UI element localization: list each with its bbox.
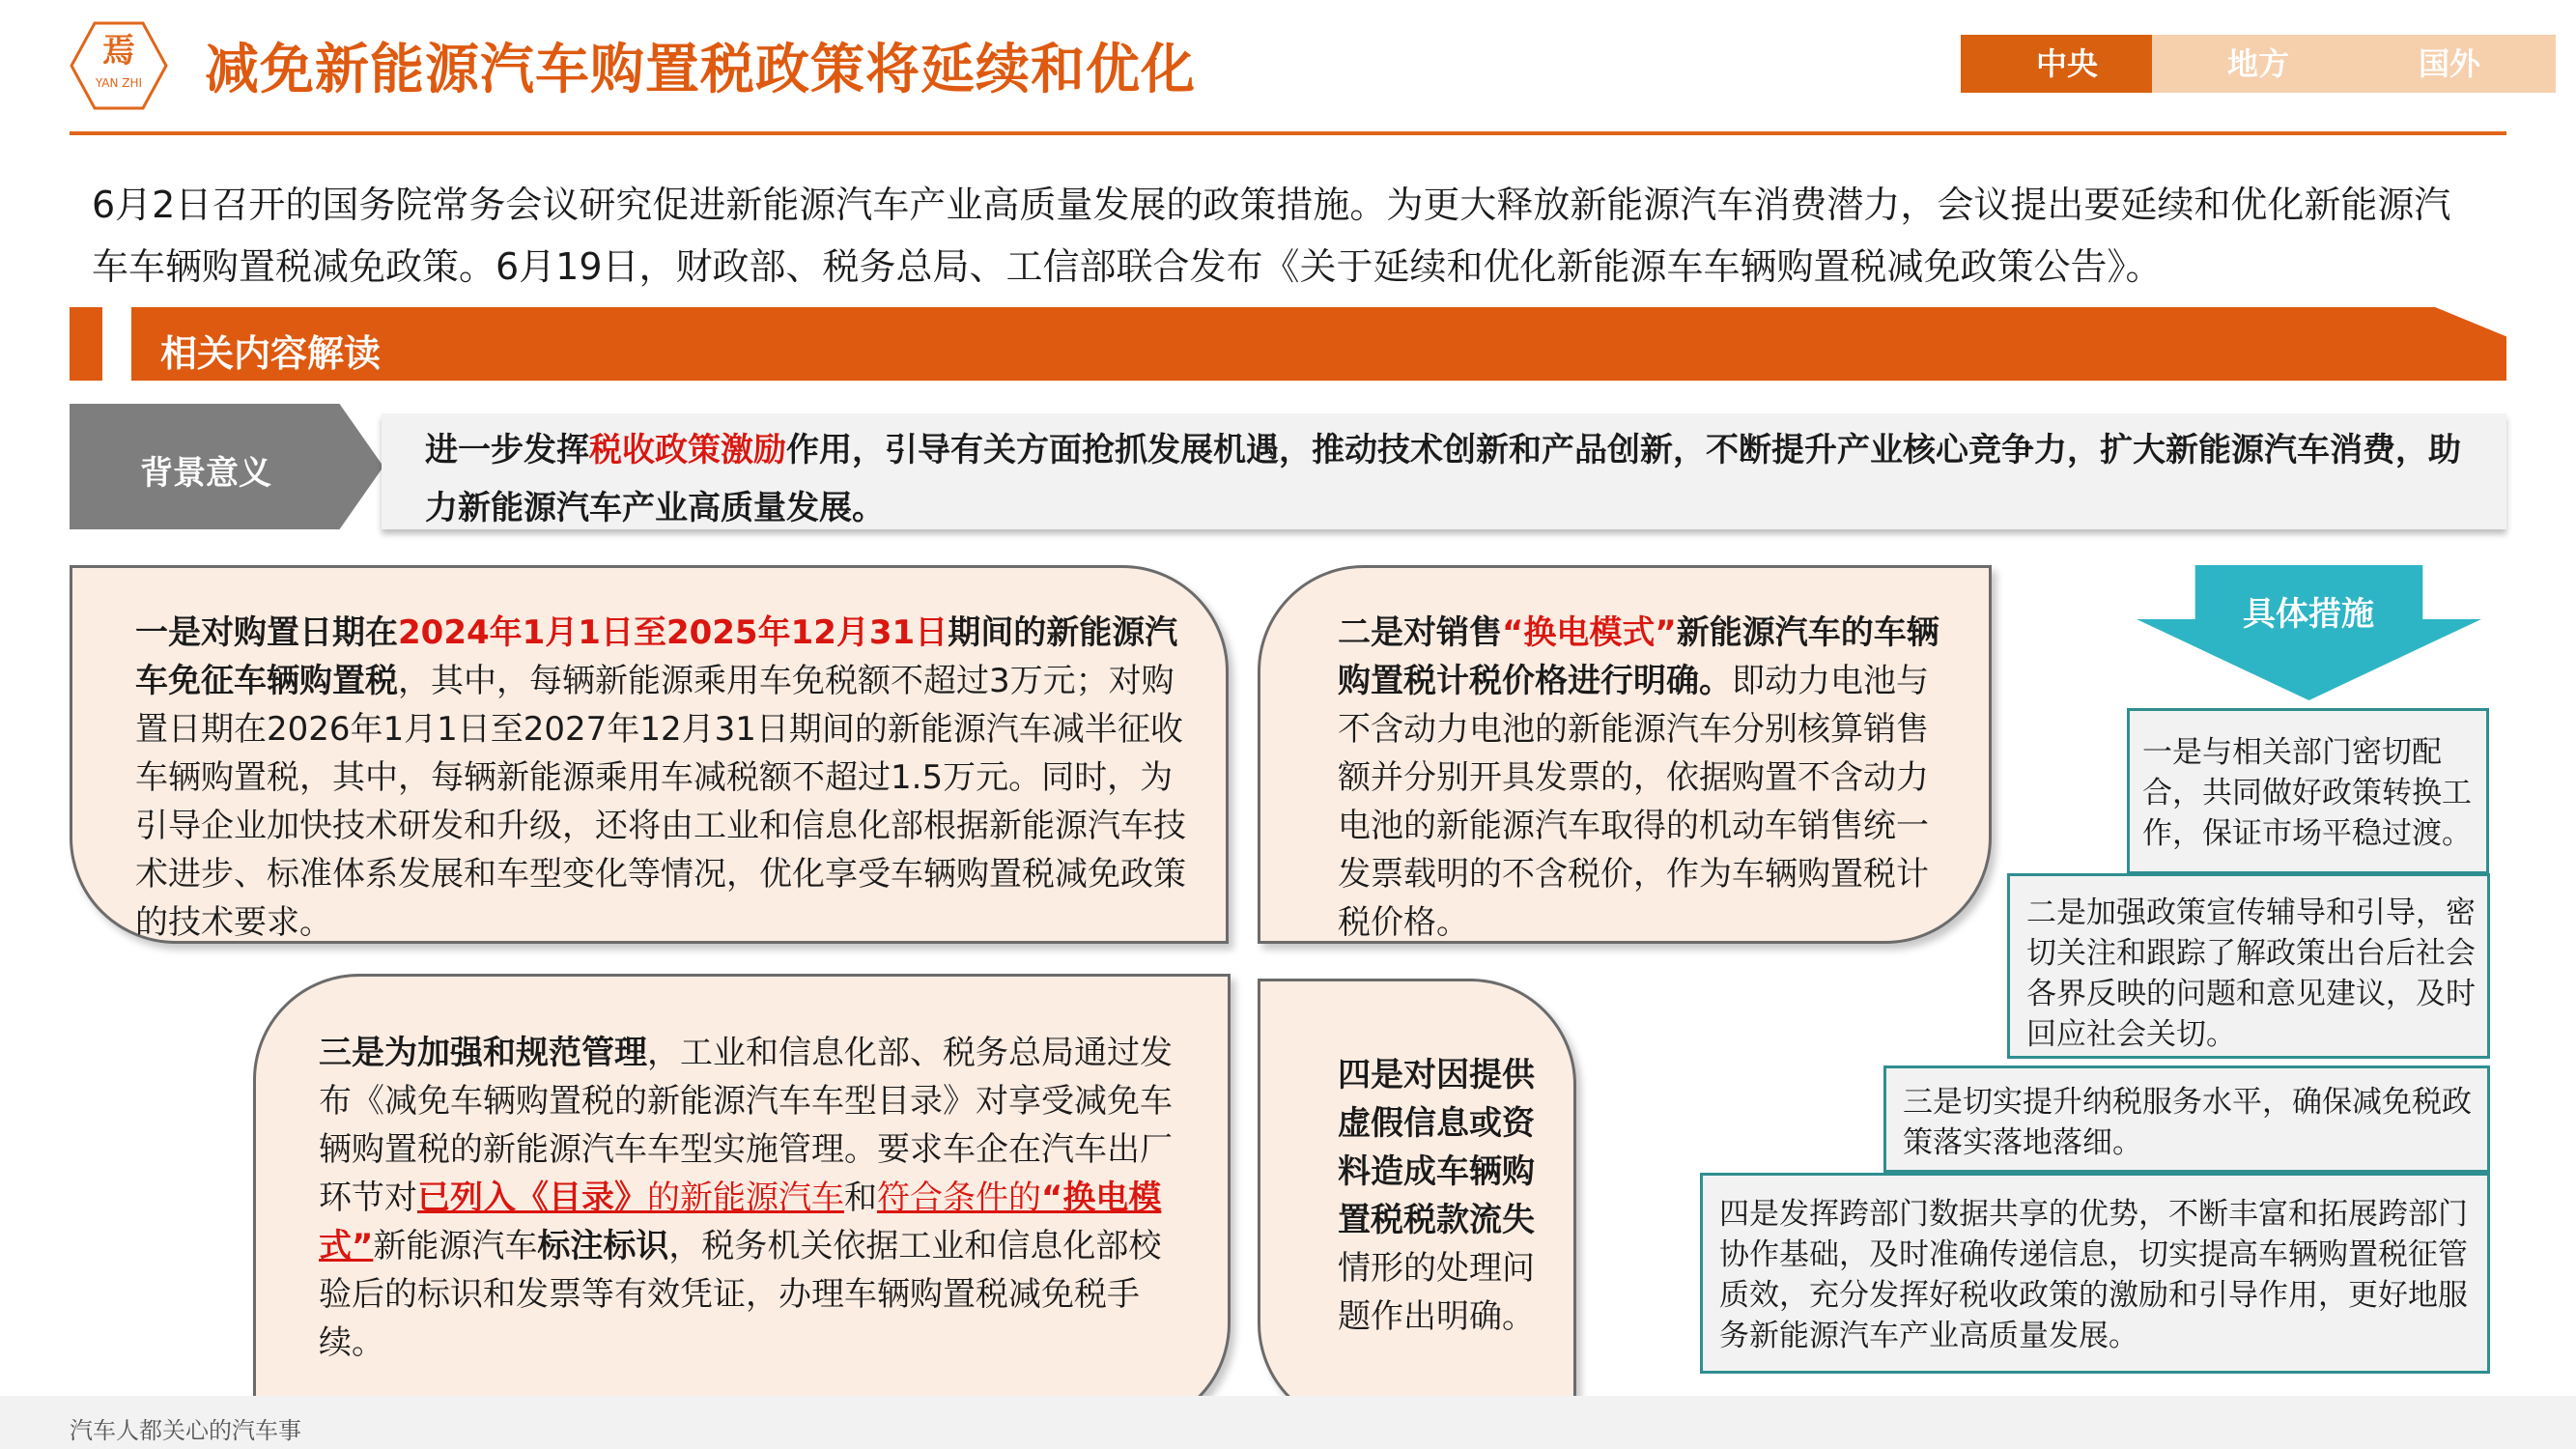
- page-title: 减免新能源汽车购置税政策将延续和优化: [205, 39, 1196, 101]
- measure-text-1: 一是与相关部门密切配合，共同做好政策转换工作，保证市场平稳过渡。: [2142, 735, 2472, 851]
- brand-logo: [68, 19, 170, 112]
- header-divider: [70, 131, 2506, 135]
- measure-text-4: 四是发挥跨部门数据共享的优势，不断丰富和拓展跨部门协作基础，及时准确传递信息，切实提高车辆购置税征管质效，充分发挥好税收政策的激励和引导作用，更好地服务新能源汽车产业高质量发展。: [1719, 1197, 2468, 1353]
- footer-text: 汽车人都关心的汽车事: [70, 1417, 301, 1444]
- section-accent: [70, 307, 102, 381]
- tab-central[interactable]: 中央: [1961, 35, 2173, 93]
- measure-text-3: 三是切实提升纳税服务水平，确保减免税政策落实落地落细。: [1903, 1085, 2472, 1160]
- measure-text-2: 二是加强政策宣传辅导和引导，密切关注和跟踪了解政策出台后社会各界反映的问题和意见建议，及时回应社会关切。: [2026, 895, 2476, 1052]
- section-banner: [131, 307, 2506, 381]
- tab-local[interactable]: 地方: [2152, 35, 2364, 93]
- intro-paragraph: 6月2日召开的国务院常务会议研究促进新能源汽车产业高质量发展的政策措施。为更大释放新能源汽车消费潜力，会议提出要延续和优化新能源汽车车辆购置税减免政策。6月19日，财政部、税务总局、工信部联合发布《关于延续和优化新能源车车辆购置税减免政策公告》。: [92, 184, 2451, 288]
- highlight-text: 税收政策激励: [589, 431, 786, 469]
- logo-text: YAN ZHI: [95, 76, 143, 90]
- background-text: 进一步发挥税收政策激励作用，引导有关方面抢抓发展机遇，推动技术创新和产品创新，不断提升产业核心竞争力，扩大新能源汽车消费，助力新能源汽车产业高质量发展。: [425, 431, 2461, 527]
- svg-text:焉: 焉: [102, 32, 135, 71]
- section-title: 相关内容解读: [160, 332, 382, 375]
- footer-bar: [0, 1396, 2576, 1449]
- measures-label: 具体措施: [2243, 595, 2374, 634]
- policy-card-4-text: 四是对因提供虚假信息或资料造成车辆购置税税款流失情形的处理问题作出明确。: [1338, 1056, 1535, 1336]
- policy-card-3-text: 三是为加强和规范管理，工业和信息化部、税务总局通过发布《减免车辆购置税的新能源汽车车型目录》对享受减免车辆购置税的新能源汽车车型实施管理。要求车企在汽车出厂环节对已列入《目录》的新能源汽车和符合条件的“换电模式”新能源汽车标注标识，税务机关依据工业和信息化部校验后的标识和发票等有效凭证，办理车辆购置税减免税手续。: [319, 1034, 1173, 1362]
- policy-card-1-text: 一是对购置日期在2024年1月1日至2025年12月31日期间的新能源汽车免征车辆购置税，其中，每辆新能源乘用车免税额不超过3万元；对购置日期在2026年1月1日至2027年12月31日期间的新能源汽车减半征收车辆购置税，其中，每辆新能源乘用车减税额不超过1.5万元。同时，为引导企业加快技术研发和升级，还将由工业和信息化部根据新能源汽车技术进步、标准体系发展和车型变化等情况，优化享受车辆购置税减免政策的技术要求。: [135, 613, 1186, 942]
- background-label: 背景意义: [140, 454, 271, 493]
- policy-card-2-text: 二是对销售“换电模式”新能源汽车的车辆购置税计税价格进行明确。即动力电池与不含动力电池的新能源汽车分别核算销售额并分别开具发票的，依据购置不含动力电池的新能源汽车取得的机动车销售统一发票载明的不含税价，作为车辆购置税计税价格。: [1338, 613, 1939, 942]
- tab-foreign[interactable]: 国外: [2343, 35, 2556, 93]
